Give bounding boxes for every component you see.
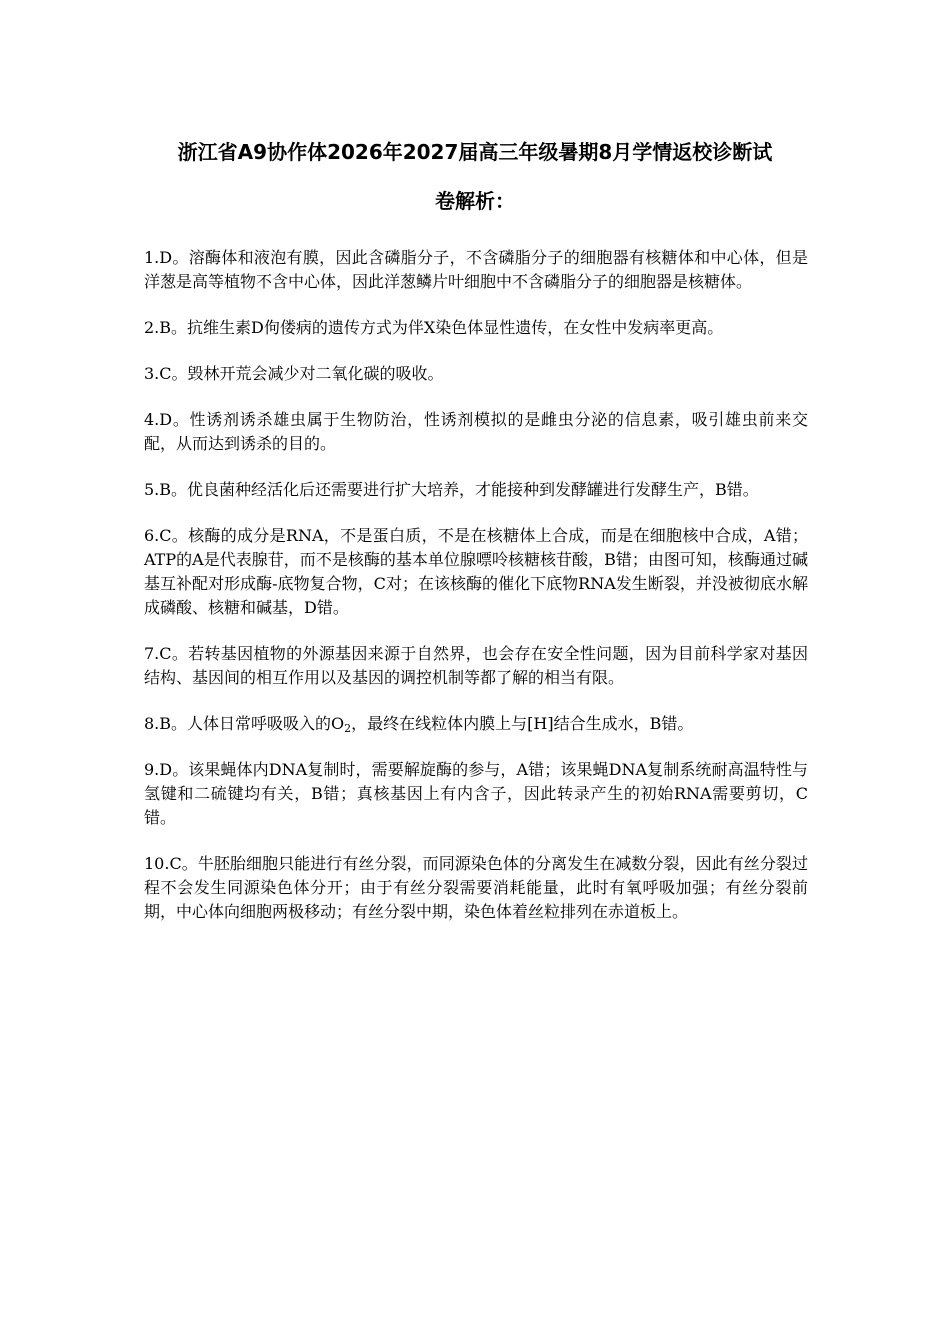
document-title-line-2: 卷解析： xyxy=(435,189,515,213)
answer-item-7: 7.C。若转基因植物的外源基因来源于自然界，也会存在安全性问题，因为目前科学家对基因结构、基因间的相互作用以及基因的调控机制等都了解的相当有限。 xyxy=(144,644,808,687)
answer-item-8-text-before: 8.B。人体日常呼吸吸入的O xyxy=(144,714,345,733)
answer-item-4: 4.D。性诱剂诱杀雄虫属于生物防治，性诱剂模拟的是雌虫分泌的信息素，吸引雄虫前来交配，从而达到诱杀的目的。 xyxy=(144,410,808,453)
answer-item-8-text-after: ，最终在线粒体内膜上与[H]结合生成水，B错。 xyxy=(351,714,694,733)
answer-item-2: 2.B。抗维生素D佝偻病的遗传方式为伴X染色体显性遗传，在女性中发病率更高。 xyxy=(144,318,724,337)
answer-item-10: 10.C。牛胚胎细胞只能进行有丝分裂，而同源染色体的分离发生在减数分裂，因此有丝分裂过程不会发生同源染色体分开；由于有丝分裂需要消耗能量，此时有氧呼吸加强；有丝分裂前期，中心体向细胞两极移动；有丝分裂中期，染色体着丝粒排列在赤道板上。 xyxy=(144,854,808,921)
answer-item-9: 9.D。该果蝇体内DNA复制时，需要解旋酶的参与，A错；该果蝇DNA复制系统耐高温特性与氢键和二硫键均有关，B错；真核基因上有内含子，因此转录产生的初始RNA需要剪切，C错。 xyxy=(144,760,808,827)
answer-item-8 xyxy=(144,712,808,736)
answer-item-3: 3.C。毁林开荒会减少对二氧化碳的吸收。 xyxy=(144,364,444,383)
answer-item-8-subscript: 2 xyxy=(344,722,352,735)
answer-item-6: 6.C。核酶的成分是RNA，不是蛋白质，不是在核糖体上合成，而是在细胞核中合成，A错；ATP的A是代表腺苷，而不是核酶的基本单位腺嘌呤核糖核苷酸，B错；由图可知，核酶通过碱基互补配对形成酶-底物复合物，C对；在该核酶的催化下底物RNA发生断裂，并没被彻底水解成磷酸、核糖和碱基，D错。 xyxy=(144,526,808,617)
answer-item-1: 1.D。溶酶体和液泡有膜，因此含磷脂分子，不含磷脂分子的细胞器有核糖体和中心体，但是洋葱是高等植物不含中心体，因此洋葱鳞片叶细胞中不含磷脂分子的细胞器是核糖体。 xyxy=(144,248,808,291)
answer-list xyxy=(144,246,808,946)
answer-item-5: 5.B。优良菌种经活化后还需要进行扩大培养，才能接种到发酵罐进行发酵生产，B错。 xyxy=(144,480,759,499)
document-title-line-1: 浙江省A9协作体2026年2027届高三年级暑期8月学情返校诊断试 xyxy=(177,140,773,164)
